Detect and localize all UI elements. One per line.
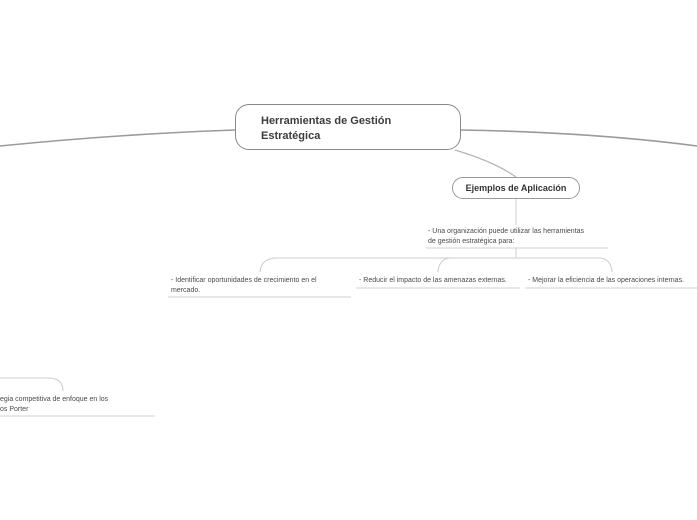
subtopic-reducir-line1: - Reducir el impacto de las amenazas externas. (359, 277, 507, 284)
subtopic-mejorar[interactable] (528, 276, 684, 286)
left-partial-note-line2: os Porter (0, 406, 29, 413)
subtopic-mejorar-line1: - Mejorar la eficiencia de las operaciones internas. (528, 277, 685, 284)
subtopic-identificar[interactable] (171, 276, 317, 296)
connector-split-1 (260, 258, 516, 272)
connector-central-right (461, 130, 697, 146)
intro-note[interactable] (428, 227, 584, 247)
intro-note-line2: de gestión estratégica para: (428, 238, 515, 245)
left-partial-note[interactable] (0, 395, 108, 415)
connector-central-branch (455, 150, 516, 177)
subtopic-identificar-line2: mercado. (171, 287, 201, 294)
intro-note-line1: - Una organización puede utilizar las herramientas (428, 228, 585, 235)
left-partial-note-line1: egia competitiva de enfoque en los (0, 396, 109, 403)
subtopic-reducir[interactable] (359, 276, 507, 286)
connector-central-left (0, 130, 235, 146)
connector-split-3 (516, 258, 612, 272)
branch-ejemplos[interactable] (452, 177, 580, 199)
central-topic[interactable] (235, 104, 461, 150)
connector-left-note (0, 378, 63, 391)
central-topic-line1: Herramientas de Gestión (261, 115, 392, 127)
central-topic-line2: Estratégica (261, 130, 321, 142)
connector-split-2 (438, 258, 516, 272)
subtopic-identificar-line1: - Identificar oportunidades de crecimiento en el (171, 277, 317, 284)
branch-ejemplos-label: Ejemplos de Aplicación (465, 183, 567, 193)
